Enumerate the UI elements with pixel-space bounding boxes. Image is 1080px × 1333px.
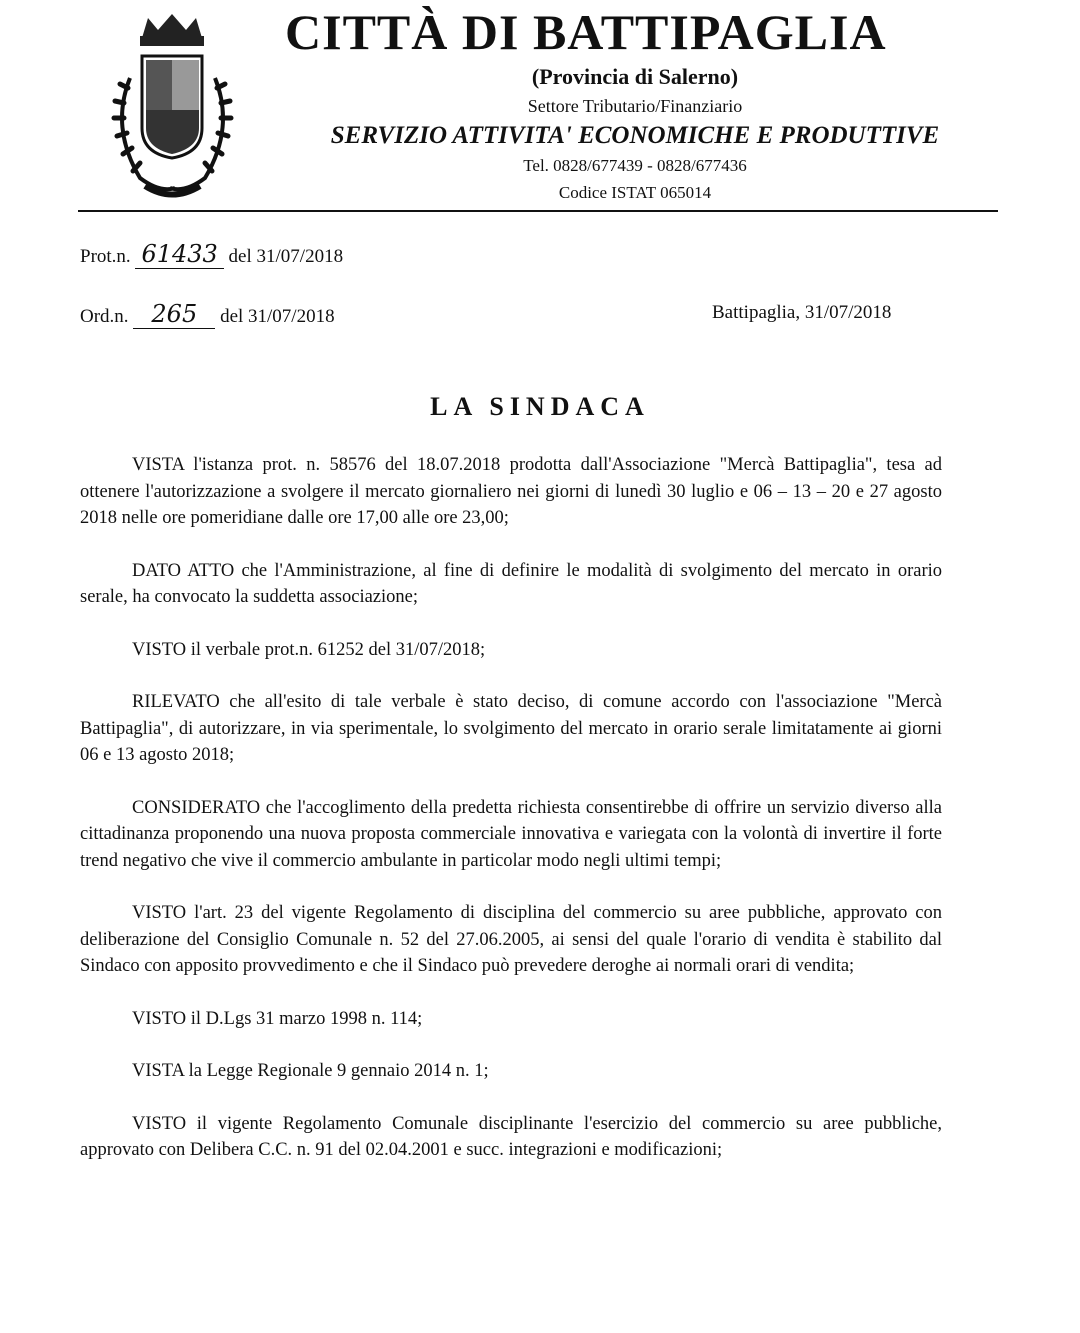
phone-line: Tel. 0828/677439 - 0828/677436 <box>523 156 747 175</box>
protocol-line <box>80 240 343 269</box>
paragraph: VISTO il verbale prot.n. 61252 del 31/07/2018; <box>132 639 486 660</box>
document-heading: LA SINDACA <box>430 392 650 421</box>
ordinance-number: 265 <box>133 300 215 329</box>
paragraph: VISTA la Legge Regionale 9 gennaio 2014 n. 1; <box>132 1061 489 1081</box>
istat-code-line: Codice ISTAT 065014 <box>558 183 712 202</box>
province-line: (Provincia di Salerno) <box>531 64 739 89</box>
paragraph: VISTO il vigente Regolamento Comunale disciplinante l'esercizio del commercio su aree pubbliche, approvato con Delibera C.C. n. 91 del 02.04.2001 e succ. integrazioni e modificazioni; <box>80 1113 942 1160</box>
city-title: CITTÀ DI BATTIPAGLIA <box>285 4 887 60</box>
place-date: Battipaglia, 31/07/2018 <box>712 302 892 323</box>
sector-line: Settore Tributario/Finanziario <box>527 96 743 116</box>
paragraph: DATO ATTO che l'Amministrazione, al fine di definire le modalità di svolgimento del mercato in orario serale, ha convocato la suddetta associazione; <box>80 560 942 607</box>
paragraph: RILEVATO che all'esito di tale verbale è stato deciso, di comune accordo con l'associazione "Mercà Battipaglia", di autorizzare, in via sperimentale, lo svolgimento del mercato in orario serale limitatamente ai giorni 06 e 13 agosto 2018; <box>80 692 942 765</box>
ordinance-date: del 31/07/2018 <box>220 306 335 327</box>
ordinance-label: Ord.n. <box>80 306 129 327</box>
protocol-label: Prot.n. <box>80 246 131 267</box>
city-crest-icon <box>100 8 245 208</box>
protocol-date: del 31/07/2018 <box>228 246 344 267</box>
protocol-number: 61433 <box>135 240 223 269</box>
paragraph: VISTO l'art. 23 del vigente Regolamento di disciplina del commercio su aree pubbliche, approvato con deliberazione del Consiglio Comunale n. 52 del 27.06.2005, ai sensi del quale l'orario di vendita è stabilito dal Sindaco con apposito provvedimento e che il Sindaco può prevedere deroghe ai normali orari di vendita; <box>80 903 942 976</box>
header-divider <box>78 210 998 212</box>
paragraph: VISTO il D.Lgs 31 marzo 1998 n. 114; <box>132 1008 423 1029</box>
paragraph: CONSIDERATO che l'accoglimento della predetta richiesta consentirebbe di offrire un servizio diverso alla cittadinanza proponendo una nuova proposta commerciale innovativa e variegata con la volontà di invertire il forte trend negativo che vive il commercio ambulante in particolar modo negli ultimi tempi; <box>80 797 942 871</box>
document-body <box>80 452 942 1190</box>
service-line: SERVIZIO ATTIVITA' ECONOMICHE E PRODUTTIVE <box>330 122 940 149</box>
ordinance-line <box>80 300 335 329</box>
paragraph: VISTA l'istanza prot. n. 58576 del 18.07.2018 prodotta dall'Associazione "Mercà Battipaglia", tesa ad ottenere l'autorizzazione a svolgere il mercato giornaliero nei giorni di lunedì 30 luglio e 06 – 13 – 20 e 27 agosto 2018 nelle ore pomeridiane dalle ore 17,00 alle ore 23,00; <box>80 455 942 528</box>
